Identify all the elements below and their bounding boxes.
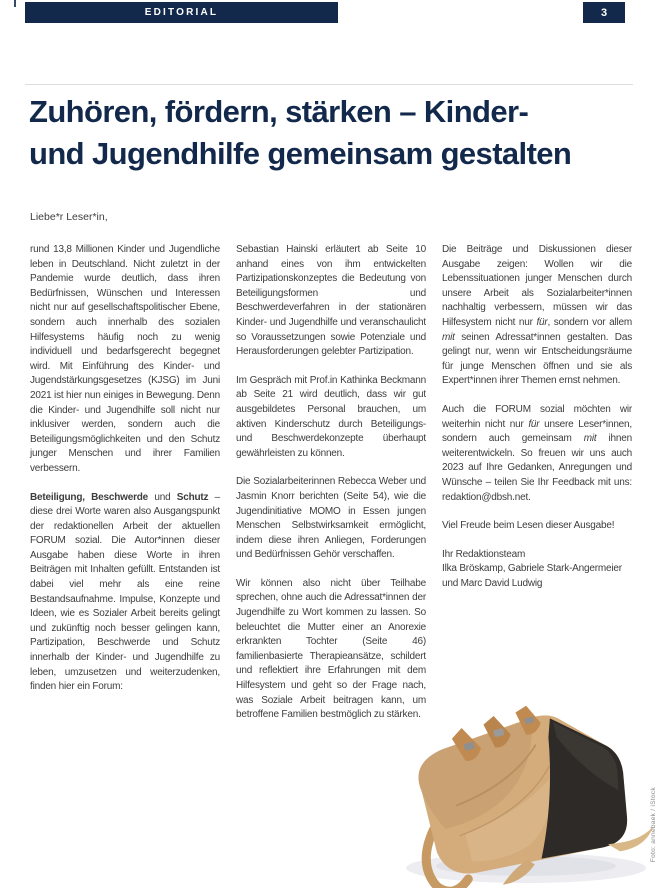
text-segment: Beteiligung, Beschwerde: [30, 491, 149, 503]
text-segment: Wir können also nicht über Teilhabe sprechen, ohne auch die Adressat*innen der Jugendhilfe zu Wort kommen zu lassen. So beleuchtet die Mutter einer an Anorexie erkrankten Tochter (Seite 46) familienbasierte Therapieansätze, schildert und reflektiert ihre Erfahrungen mit dem Hilfesystem und geht so der Frage nach, was Soziale Arbeit beitragen kann, um betroffene Familien bestmöglich zu stärken.: [236, 577, 426, 721]
body-paragraph: [442, 243, 632, 389]
text-segment: Auch die FORUM sozial möchten wir weiterhin nicht nur: [442, 403, 632, 430]
article-body: [30, 243, 632, 737]
text-segment: für: [536, 316, 548, 328]
page-number-badge: [583, 2, 625, 23]
text-column-2: [236, 243, 426, 737]
text-column-3: [442, 243, 632, 737]
horizontal-rule: [25, 84, 633, 85]
text-segment: Die Sozialarbeiterinnen Rebecca Weber und Jasmin Knorr berichten (Seite 54), wie die Jugendinitiative MOMO in Essen jungen Menschen Selbstwirksamkeit ermöglicht, indem diese ihren Anliegen, Forderungen und Bedürfnissen Gehör verschaffen.: [236, 476, 426, 561]
text-segment: rund 13,8 Millionen Kinder und Jugendliche leben in Deutschland. Nicht zuletzt in der Pandemie wurde deutlich, dass ihren Bedürfnissen, Wünschen und Interessen nicht nur auf gesellschaftspolitischer Ebene, sondern auch innerhalb des sozialen Hilfesystems häufig noch zu wenig individuell und bedarfsgerecht begegnet wird. Mit Einführung des Kinder- und Jugendstärkungsgesetzes (KJSG) im Juni 2021 ist hier nun einiges in Bewegung. Denn die Kinder- und Jugendhilfe soll nicht nur inklusiver werden, sondern auch die Beteiligungsmöglichkeiten und den Schutz junger Menschen und ihrer Familien verbessern.: [30, 244, 220, 474]
body-paragraph: [442, 519, 632, 534]
text-segment: Viel Freude beim Lesen dieser Ausgabe!: [442, 520, 615, 532]
crop-mark: [14, 0, 16, 7]
page-title: [29, 91, 635, 175]
text-segment: , sondern vor allem: [547, 316, 632, 328]
backpack-image: [398, 686, 660, 888]
signature-block: Ihr Redaktionsteam Ilka Bröskamp, Gabriele Stark-Angermeier und Marc David Ludwig: [442, 548, 622, 589]
body-paragraph: [236, 243, 426, 360]
page-title-line2: und Jugendhilfe gemeinsam gestalten: [29, 136, 572, 171]
section-header-bar: [25, 2, 338, 23]
text-segment: seinen Adressat*innen gestalten. Das gelingt nur, wenn wir Entscheidungsräume für junge Menschen öffnen und sie als Expert*innen ihrer Themen ernst nehmen.: [442, 331, 632, 387]
text-segment: Sebastian Hainski erläutert ab Seite 10 anhand eines von ihm entwickelten Partizipationskonzeptes die Bedeutung von Beteiligungsformen und Beschwerdeverfahren in der stationären Kinder- und Jugendhilfe und veranschaulicht so Voraussetzungen sowie Potenziale und Herausforderungen gelebter Partizipation.: [236, 244, 426, 358]
body-paragraph: [236, 374, 426, 462]
text-segment: für: [528, 418, 540, 430]
body-paragraph: [30, 491, 220, 695]
page-number: 3: [600, 6, 608, 19]
body-paragraph: [236, 475, 426, 563]
body-paragraph: [442, 403, 632, 505]
backpack-photo: [398, 686, 660, 888]
text-segment: unsere Leser*innen, sondern auch gemeinsam: [442, 418, 632, 445]
section-label: EDITORIAL: [144, 7, 219, 18]
text-segment: mit: [442, 331, 455, 343]
text-segment: Im Gespräch mit Prof.in Kathinka Beckmann ab Seite 21 wird deutlich, dass wir gut ausgebildetes Personal brauchen, um aktiven Kinderschutz durch Beteiligungs- und Beschwerdekonzepte überhaupt gewährleisten zu können.: [236, 374, 426, 459]
text-segment: mit: [583, 433, 597, 445]
salutation: Liebe*r Leser*in,: [30, 211, 108, 223]
body-paragraph: [30, 243, 220, 477]
text-segment: Schutz: [176, 491, 209, 503]
text-segment: Die Beiträge und Diskussionen dieser Ausgabe zeigen: Wollen wir die Lebenssituationen junger Menschen durch unsere Arbeit als Sozialarbeiter*innen nachhaltig verbessern, müssen wir das Hilfesystem nicht nur: [442, 244, 632, 328]
text-segment: und: [148, 491, 177, 503]
photo-credit: Foto: annebaek / iStock: [650, 786, 657, 862]
page-title-line1: Zuhören, fördern, stärken – Kinder-: [29, 94, 529, 129]
text-segment: – diese drei Worte waren also Ausgangspunkt der redaktionellen Arbeit der aktuellen FORUM sozial. Die Autor*innen dieser Ausgabe haben diese Worte in ihren Beiträgen mit Inhalten gefüllt. Entstanden ist dabei viel mehr als eine reine Bestandsaufnahme. Impulse, Konzepte und Ideen, wie es Sozialer Arbeit bereits gelingt und zukünftig noch besser gelingen kann, Partizipation, Beschwerde und Schutz innerhalb der Kinder- und Jugendhilfe zu leben, umzusetzen und weiterzudenken, finden hier ein Forum:: [30, 491, 220, 693]
text-column-1: [30, 243, 220, 737]
text-segment: ihnen weiterentwickeln. So freuen wir uns auch 2023 auf Ihre Gedanken, Anregungen und Wünsche – teilen Sie Ihr Feedback mit uns: redaktion@dbsh.net.: [442, 433, 633, 503]
